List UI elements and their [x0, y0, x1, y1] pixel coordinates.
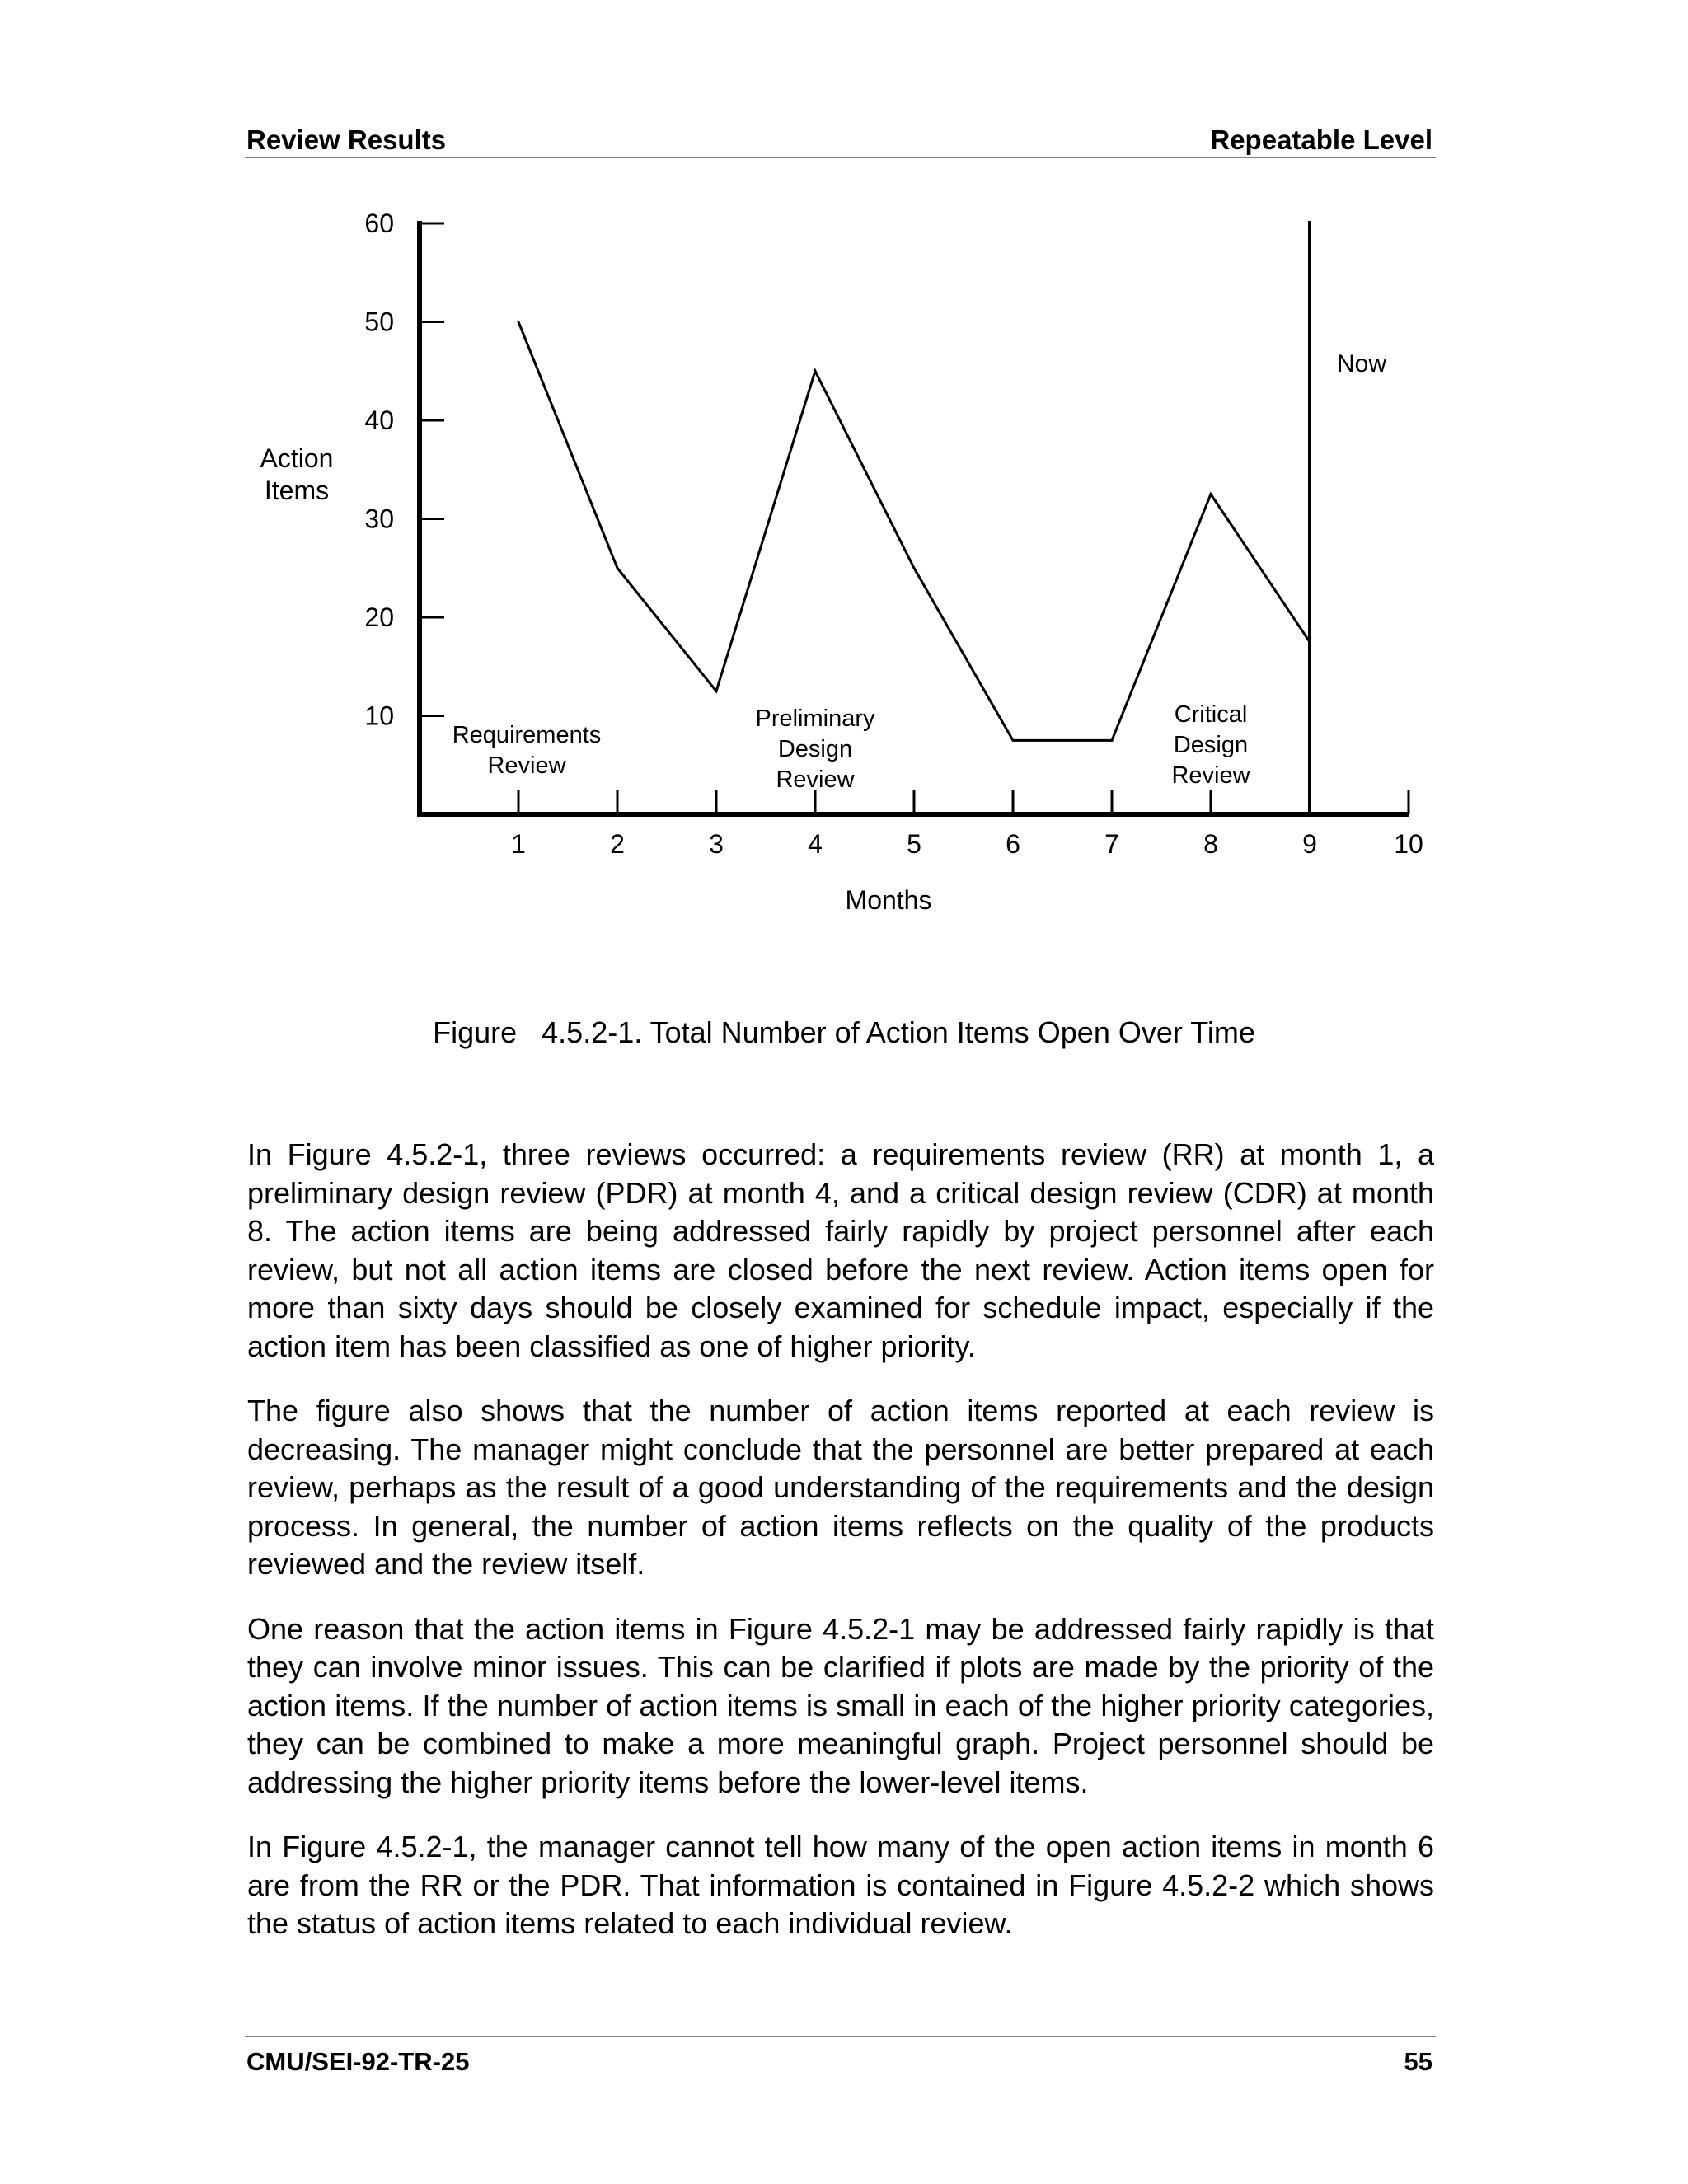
y-tick-label: 60 — [364, 209, 394, 238]
x-tick-label: 8 — [1203, 829, 1218, 859]
x-tick-label: 2 — [610, 829, 625, 859]
action-items-chart — [0, 0, 1688, 940]
review-annotation-line: Review — [776, 766, 855, 793]
x-ticks — [511, 790, 1423, 859]
page-footer — [245, 2036, 1436, 2087]
review-annotation-line: Review — [1171, 762, 1250, 789]
data-point — [1210, 493, 1212, 495]
y-tick-label: 20 — [364, 602, 394, 632]
header-section-title: Review Results — [246, 124, 447, 155]
data-point — [1111, 739, 1114, 742]
series-line — [518, 321, 1311, 742]
x-tick-label: 1 — [511, 829, 526, 859]
review-annotation-line: Design — [1173, 732, 1249, 758]
y-axis-label-line1: Action — [260, 443, 334, 473]
data-point — [1012, 739, 1015, 742]
data-point — [814, 370, 817, 373]
page-number: 55 — [1404, 2047, 1432, 2076]
x-tick-label: 7 — [1104, 829, 1119, 859]
report-number: CMU/SEI-92-TR-25 — [246, 2047, 470, 2076]
paragraph-1: In Figure 4.5.2-1, three reviews occurred: a requirements review (RR) at month 1, a preliminary design review (PDR) at month 4, and a critical design review (CDR) at month 8. The action items are being addressed fairly rapidly by project personnel after each review, but not all action items are closed before the next review. Action items open for more than sixty days should be closely examined for schedule impact, especially if the action item has been classified as one of higher priority. — [247, 1137, 1434, 1363]
y-tick-label: 10 — [364, 701, 394, 731]
now-label: Now — [1336, 350, 1387, 377]
paragraph-2: The figure also shows that the number of action items reported at each review is decreasing. The manager might conclude that the personnel are better prepared at each review, perhaps as the result of a good understanding of the requirements and the design process. In general, the number of action items reflects on the quality of the products reviewed and the review itself. — [247, 1394, 1434, 1581]
x-tick-label: 3 — [709, 829, 724, 859]
review-annotations — [452, 221, 1387, 814]
body-text — [247, 1136, 1434, 1970]
figure-caption: Figure 4.5.2-1. Total Number of Action Items Open Over Time — [433, 1015, 1255, 1049]
data-point — [913, 567, 916, 569]
action-items-line — [518, 322, 1310, 741]
y-tick-label: 40 — [364, 405, 394, 435]
data-point — [518, 321, 520, 323]
review-annotation-line: Review — [487, 752, 566, 779]
paragraph-3: One reason that the action items in Figure 4.5.2-1 may be addressed fairly rapidly is that they can involve minor issues. This can be clarified if plots are made by the priority of the action items. If the number of action items is small in each of the higher priority categories, they can be combined to make a more meaningful graph. Project personnel should be addressing the higher priority items before the lower-level items. — [247, 1611, 1434, 1799]
y-axis-label-line2: Items — [264, 476, 330, 505]
x-tick-label: 5 — [907, 829, 921, 859]
x-tick-label: 9 — [1302, 829, 1317, 859]
paragraph-4: In Figure 4.5.2-1, the manager cannot tell how many of the open action items in month 6 are from the RR or the PDR. That information is contained in Figure 4.5.2-2 which shows the status of action items related to each individual review. — [247, 1830, 1434, 1940]
review-annotation-line: Requirements — [452, 722, 602, 748]
x-tick-label: 10 — [1394, 829, 1423, 859]
x-axis-label: Months — [845, 885, 932, 915]
review-annotation-line: Preliminary — [755, 705, 875, 732]
review-annotation-line: Design — [777, 736, 853, 762]
x-tick-label: 6 — [1006, 829, 1020, 859]
y-tick-label: 30 — [364, 504, 394, 534]
data-point — [617, 567, 619, 569]
x-tick-label: 4 — [808, 829, 823, 859]
review-annotation-line: Critical — [1174, 701, 1248, 728]
data-point — [715, 690, 718, 692]
y-ticks — [364, 209, 444, 731]
header-level-title: Repeatable Level — [1210, 124, 1432, 155]
y-tick-label: 50 — [364, 307, 394, 337]
